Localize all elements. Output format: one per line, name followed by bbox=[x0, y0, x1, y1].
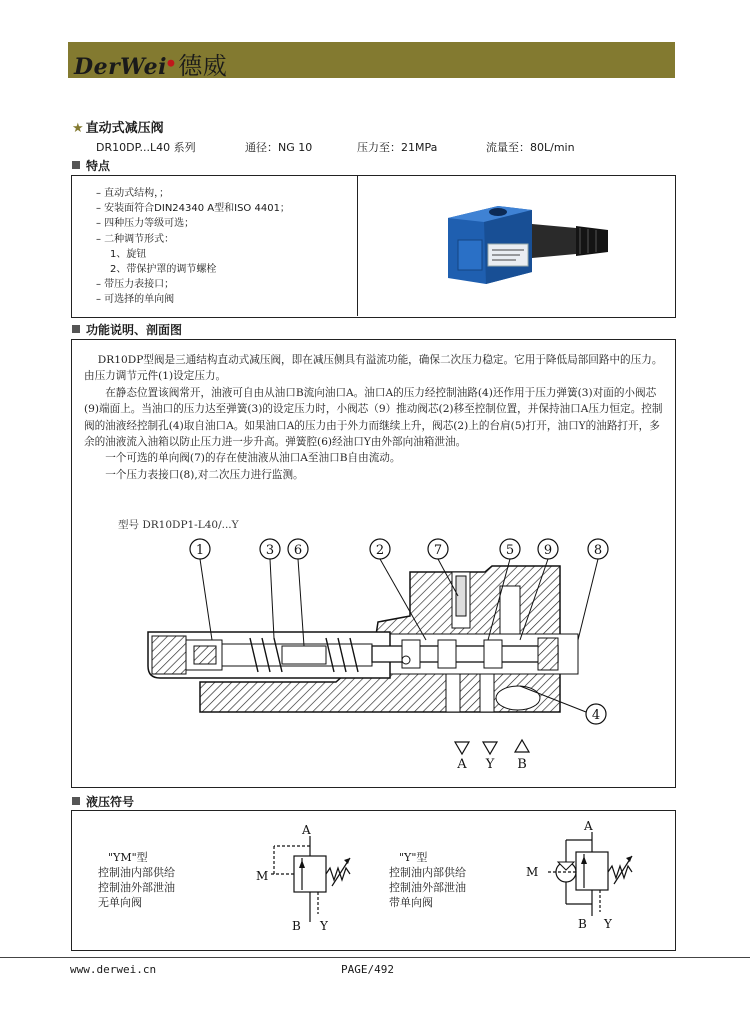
function-heading-text: 功能说明、剖面图 bbox=[86, 323, 183, 337]
brand-name-cn: 德威 bbox=[178, 52, 228, 80]
feature-item: – 带压力表接口； bbox=[96, 279, 175, 291]
callout-label: 8 bbox=[593, 543, 603, 558]
callout-label: 1 bbox=[195, 543, 205, 558]
valve-photo bbox=[440, 196, 612, 296]
feature-item: 1、旋钮 bbox=[110, 248, 147, 260]
feature-item: – 安装面符合DIN24340 A型和ISO 4401； bbox=[96, 203, 290, 215]
description-paragraph: 在静态位置该阀常开，油液可自由从油口B流向油口A。油口A的压力经控制油路(4)还作用于压力弹簧(3)对面的小阀芯(9)端面上。当油口的压力达至弹簧(3)的设定压力时，小阀芯（9）推动阀芯(2)移至控制位置，并保持油口A压力恒定。控制阀的油液经控制孔(4)取自油口A。如果油口A的压力由于外力而继续上升，阀芯(2)上的台肩(5)打开，油口Y的油路打开，多余的油液流入油箱以防止压力进一步升高。弹簧腔(6)经油口Y由外部向油箱泄油。 bbox=[84, 386, 663, 449]
y-hydraulic-symbol bbox=[518, 818, 668, 934]
features-divider bbox=[357, 175, 358, 316]
ym-line: 控制油内部供给 bbox=[98, 866, 175, 879]
size-label: 通径：NG 10 bbox=[245, 141, 313, 154]
ym-description bbox=[98, 850, 175, 910]
features-list bbox=[96, 186, 290, 308]
features-heading bbox=[72, 157, 110, 174]
pressure-label: 压力至：21MPa bbox=[357, 141, 438, 154]
footer-website[interactable]: www.derwei.cn bbox=[70, 963, 157, 976]
ym-hydraulic-symbol bbox=[244, 822, 364, 934]
port-b-label: B bbox=[292, 919, 301, 933]
function-description bbox=[84, 352, 664, 483]
product-title-text: 直动式减压阀 bbox=[85, 121, 164, 136]
callout-label: 7 bbox=[433, 543, 443, 558]
port-y-label: Y bbox=[604, 917, 612, 931]
star-icon: ★ bbox=[72, 121, 84, 136]
port-label: A bbox=[457, 757, 467, 772]
footer-page-number: PAGE/492 bbox=[341, 963, 394, 976]
y-line: 控制油外部泄油 bbox=[389, 881, 466, 894]
port-m-label: M bbox=[526, 865, 539, 879]
brand-logo bbox=[74, 46, 227, 81]
ym-line: 控制油外部泄油 bbox=[98, 881, 175, 894]
callout-label: 2 bbox=[375, 543, 385, 558]
y-line: 控制油内部供给 bbox=[389, 866, 466, 879]
port-label: B bbox=[517, 757, 527, 772]
ym-type: "YM"型 bbox=[108, 851, 148, 864]
callout-label: 5 bbox=[505, 543, 515, 558]
callout-label: 6 bbox=[293, 543, 303, 558]
model-label: 型号 DR10DP1-L40/...Y bbox=[118, 519, 239, 531]
feature-item: – 四种压力等级可选； bbox=[96, 218, 195, 230]
port-a-label: A bbox=[584, 819, 593, 833]
feature-item: – 二种调节形式： bbox=[96, 233, 175, 245]
product-title bbox=[72, 117, 164, 136]
description-paragraph: 一个压力表接口(8),对二次压力进行监测。 bbox=[105, 468, 304, 481]
y-line: 带单向阀 bbox=[389, 896, 433, 909]
y-type: "Y"型 bbox=[399, 851, 428, 864]
callout-label: 4 bbox=[591, 708, 601, 723]
port-a-label: A bbox=[302, 823, 311, 837]
callout-label: 9 bbox=[543, 543, 553, 558]
feature-item: – 直动式结构，； bbox=[96, 188, 170, 199]
port-label: Y bbox=[485, 757, 495, 772]
function-heading bbox=[72, 321, 182, 338]
flow-label: 流量至：80L/min bbox=[486, 141, 575, 154]
symbols-heading-text: 液压符号 bbox=[86, 795, 135, 809]
feature-item: – 可选择的单向阀 bbox=[96, 294, 175, 306]
series-label: DR10DP...L40 系列 bbox=[96, 141, 196, 154]
footer-divider bbox=[0, 957, 750, 958]
port-y-label: Y bbox=[320, 919, 328, 933]
brand-dot: ● bbox=[166, 58, 176, 69]
description-paragraph: 一个可选的单向阀(7)的存在使油液从油口A至油口B自由流动。 bbox=[105, 452, 401, 465]
square-bullet-icon bbox=[72, 797, 80, 805]
port-b-label: B bbox=[578, 917, 587, 931]
feature-item: 2、带保护罩的调节螺栓 bbox=[110, 264, 217, 276]
square-bullet-icon bbox=[72, 161, 80, 169]
callout-label: 3 bbox=[265, 543, 275, 558]
section-drawing bbox=[140, 536, 610, 772]
features-heading-text: 特点 bbox=[86, 159, 111, 173]
y-description bbox=[389, 850, 466, 910]
square-bullet-icon bbox=[72, 325, 80, 333]
ym-line: 无单向阀 bbox=[98, 896, 142, 909]
brand-name: DerWei bbox=[74, 54, 167, 80]
symbols-heading bbox=[72, 793, 134, 810]
description-paragraph: DR10DP型阀是三通结构直动式减压阀，即在减压侧具有溢流功能，确保二次压力稳定。它用于降低局部回路中的压力。由压力调节元件(1)设定压力。 bbox=[84, 354, 663, 383]
port-m-label: M bbox=[256, 869, 269, 883]
